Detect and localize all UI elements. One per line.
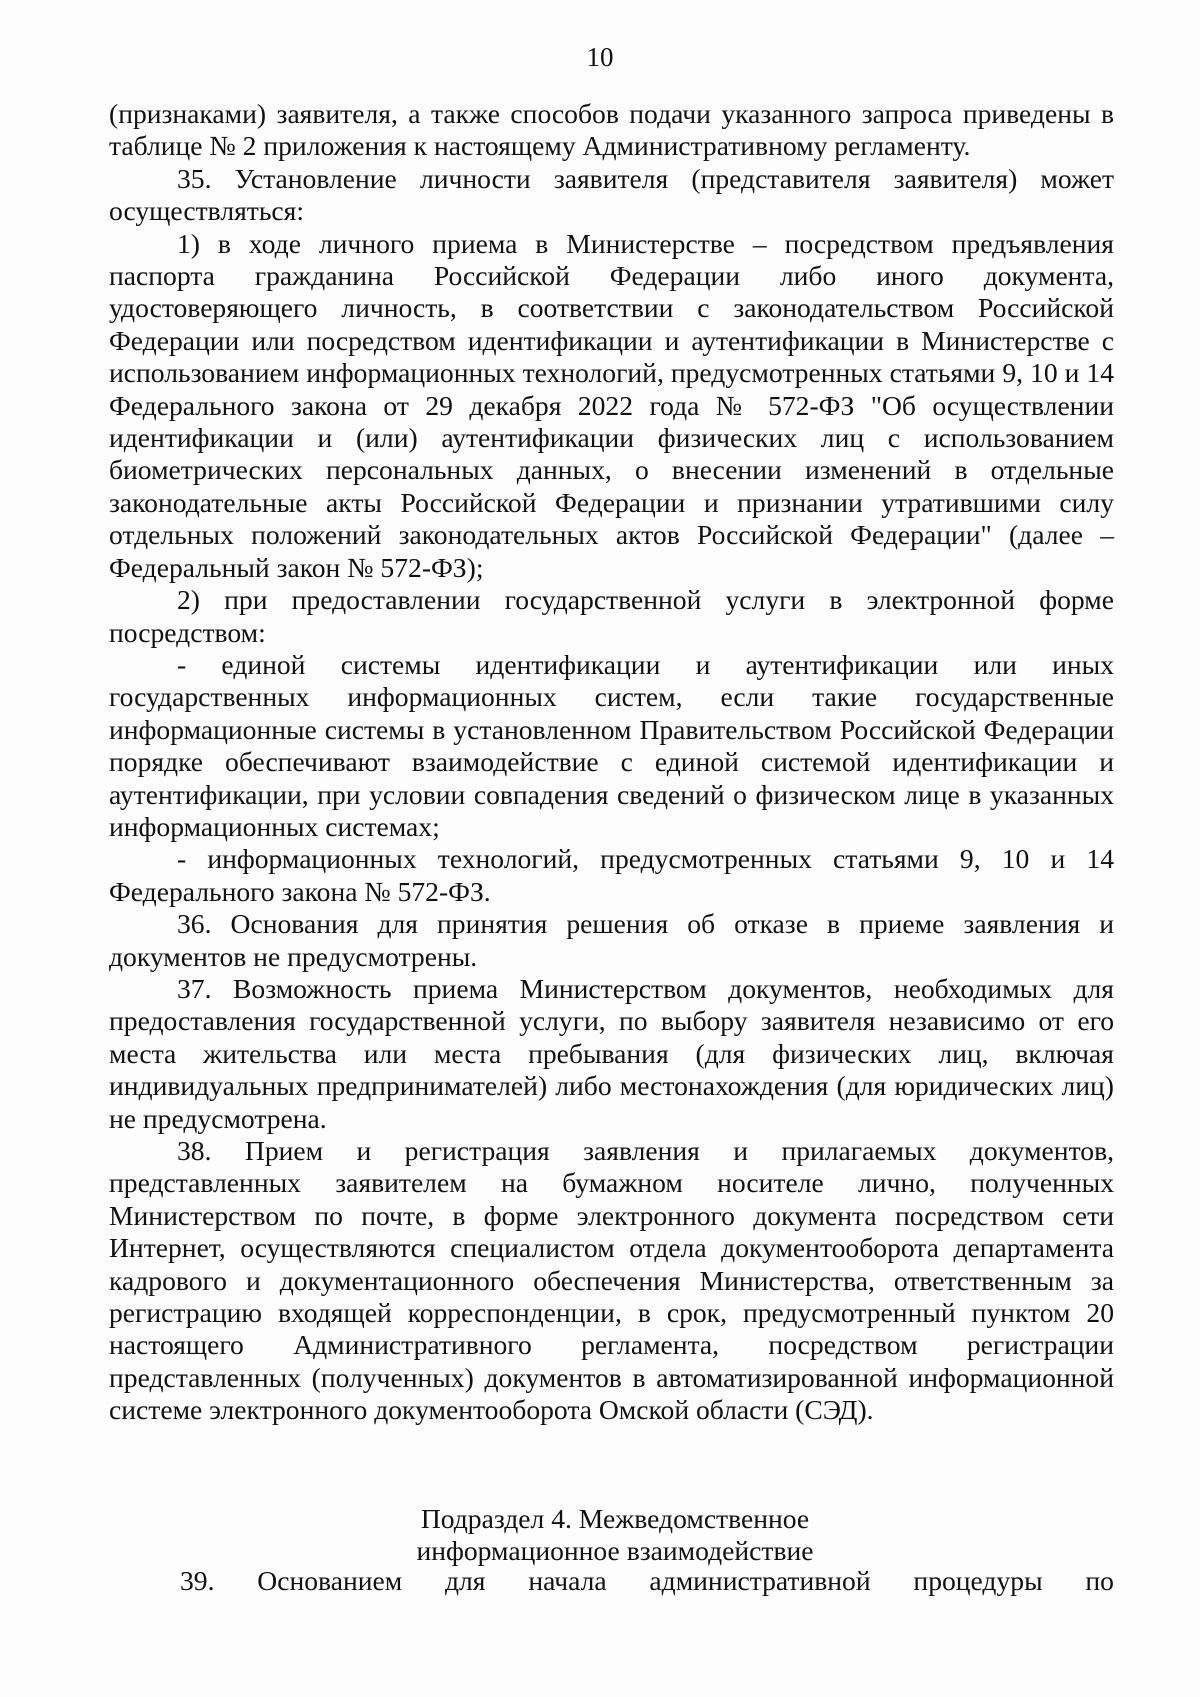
subsection-heading-line-1: Подраздел 4. Межведомственное — [420, 1503, 810, 1534]
paragraph-38: 38. Прием и регистрация заявления и прилагаемых документов, представленных заявителем на бумажном носителе лично, полученных Министерством по почте, в форме электронного документа посредством сети Интернет, осуществляются специалистом отдела документооборота департамента кадрового и документационного обеспечения Министерства, ответственным за регистрацию входящей корреспонденции, в срок, предусмотренный пунктом 20 настоящего Административного регламента, посредством регистрации представленных (полученных) документов в автоматизированной информационной системе электронного документооборота Омской области (СЭД). — [109, 1135, 1114, 1426]
paragraph-39-word: административной — [649, 1565, 871, 1596]
paragraph-39-word: начала — [528, 1565, 607, 1596]
paragraph-35-item-2: 2) при предоставлении государственной услуги в электронной форме посредством: — [109, 584, 1114, 648]
paragraph-35: 35. Установление личности заявителя (представителя заявителя) может осуществляться: — [109, 162, 1114, 227]
paragraph-39-word: процедуры — [913, 1565, 1043, 1596]
paragraph-39-word: для — [445, 1565, 486, 1596]
paragraph-39-word: Основанием — [257, 1565, 403, 1596]
document-body — [109, 98, 1114, 1427]
paragraph-35-item-2-dash-2: - информационных технологий, предусмотренных статьями 9, 10 и 14 Федерального закона № 572-ФЗ. — [109, 843, 1114, 907]
paragraph-continuation: (признаками) заявителя, а также способов подачи указанного запроса приведены в таблице № 2 приложения к настоящему Административному регламенту. — [109, 98, 1114, 162]
paragraph-35-item-1: 1) в ходе личного приема в Министерстве – посредством предъявления паспорта гражданина Российской Федерации либо иного документа, удостоверяющего личность, в соответствии с законодательством Российской Федерации или посредством идентификации и аутентификации в Министерстве с использованием информационных технологий, предусмотренных статьями 9, 10 и 14 Федерального закона от 29 декабря 2022 года № 572-ФЗ "Об осуществлении идентификации и (или) аутентификации физических лиц с использованием биометрических персональных данных, о внесении изменений в отдельные законодательные акты Российской Федерации и признании утратившими силу отдельных положений законодательных актов Российской Федерации" (далее – Федеральный закон № 572-ФЗ); — [109, 227, 1114, 583]
paragraph-37: 37. Возможность приема Министерством документов, необходимых для предоставления государственной услуги, по выбору заявителя независимо от его места жительства или места пребывания (для физических лиц, включая индивидуальных предпринимателей) либо местонахождения (для юридических лиц) не предусмотрена. — [109, 972, 1114, 1134]
paragraph-35-item-2-dash-1: - единой системы идентификации и аутентификации или иных государственных информационных систем, если такие государственные информационные системы в установленном Правительством Российской Федерации порядке обеспечивают взаимодействие с единой системой идентификации и аутентификации, при условии совпадения сведений о физическом лице в указанных информационных системах; — [109, 648, 1114, 842]
subsection-heading-line-2: информационное взаимодействие — [416, 1535, 814, 1567]
page-number: 10 — [586, 42, 614, 72]
paragraph-39-start — [180, 1565, 1114, 1597]
paragraph-39-number: 39. — [180, 1565, 215, 1596]
subsection-heading — [0, 1503, 1200, 1568]
paragraph-36: 36. Основания для принятия решения об отказе в приеме заявления и документов не предусмотрены. — [109, 908, 1114, 972]
paragraph-39-word: по — [1085, 1565, 1114, 1596]
